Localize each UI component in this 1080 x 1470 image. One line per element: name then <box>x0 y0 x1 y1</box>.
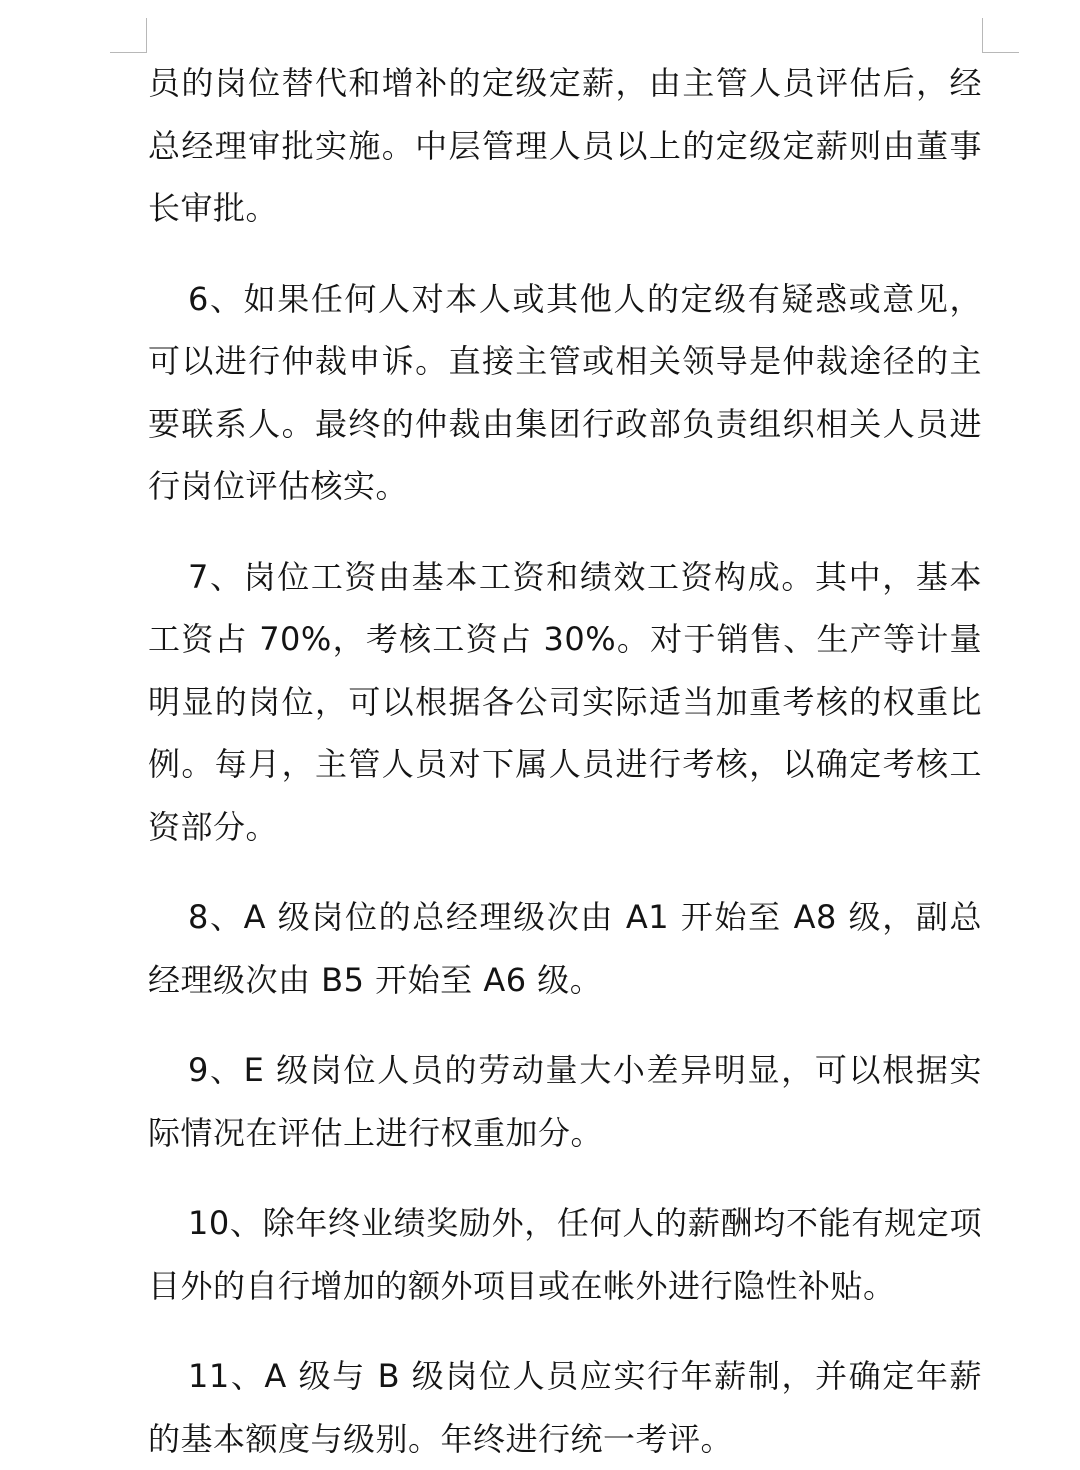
paragraph-11: 11、A 级与 B 级岗位人员应实行年薪制，并确定年薪的基本额度与级别。年终进行统一考评。 <box>148 1357 982 1458</box>
document-body <box>148 52 982 1470</box>
margin-corner-mark-right <box>982 18 1019 53</box>
paragraph-10: 10、除年终业绩奖励外，任何人的薪酬均不能有规定项目外的自行增加的额外项目或在帐外进行隐性补贴。 <box>148 1204 982 1305</box>
paragraph-6: 6、如果任何人对本人或其他人的定级有疑惑或意见，可以进行仲裁申诉。直接主管或相关领导是仲裁途径的主要联系人。最终的仲裁由集团行政部负责组织相关人员进行岗位评估核实。 <box>148 279 982 505</box>
paragraph-9: 9、E 级岗位人员的劳动量大小差异明显，可以根据实际情况在评估上进行权重加分。 <box>148 1051 982 1152</box>
paragraph-8: 8、A 级岗位的总经理级次由 A1 开始至 A8 级，副总经理级次由 B5 开始至 A6 级。 <box>148 898 982 999</box>
paragraph-5-continued: 员的岗位替代和增补的定级定薪，由主管人员评估后，经总经理审批实施。中层管理人员以上的定级定薪则由董事长审批。 <box>148 64 982 227</box>
margin-corner-mark-left <box>110 18 147 53</box>
paragraph-7: 7、岗位工资由基本工资和绩效工资构成。其中，基本工资占 70%，考核工资占 30%。对于销售、生产等计量明显的岗位，可以根据各公司实际适当加重考核的权重比例。每月，主管人员对下属人员进行考核，以确定考核工资部分。 <box>148 557 982 846</box>
